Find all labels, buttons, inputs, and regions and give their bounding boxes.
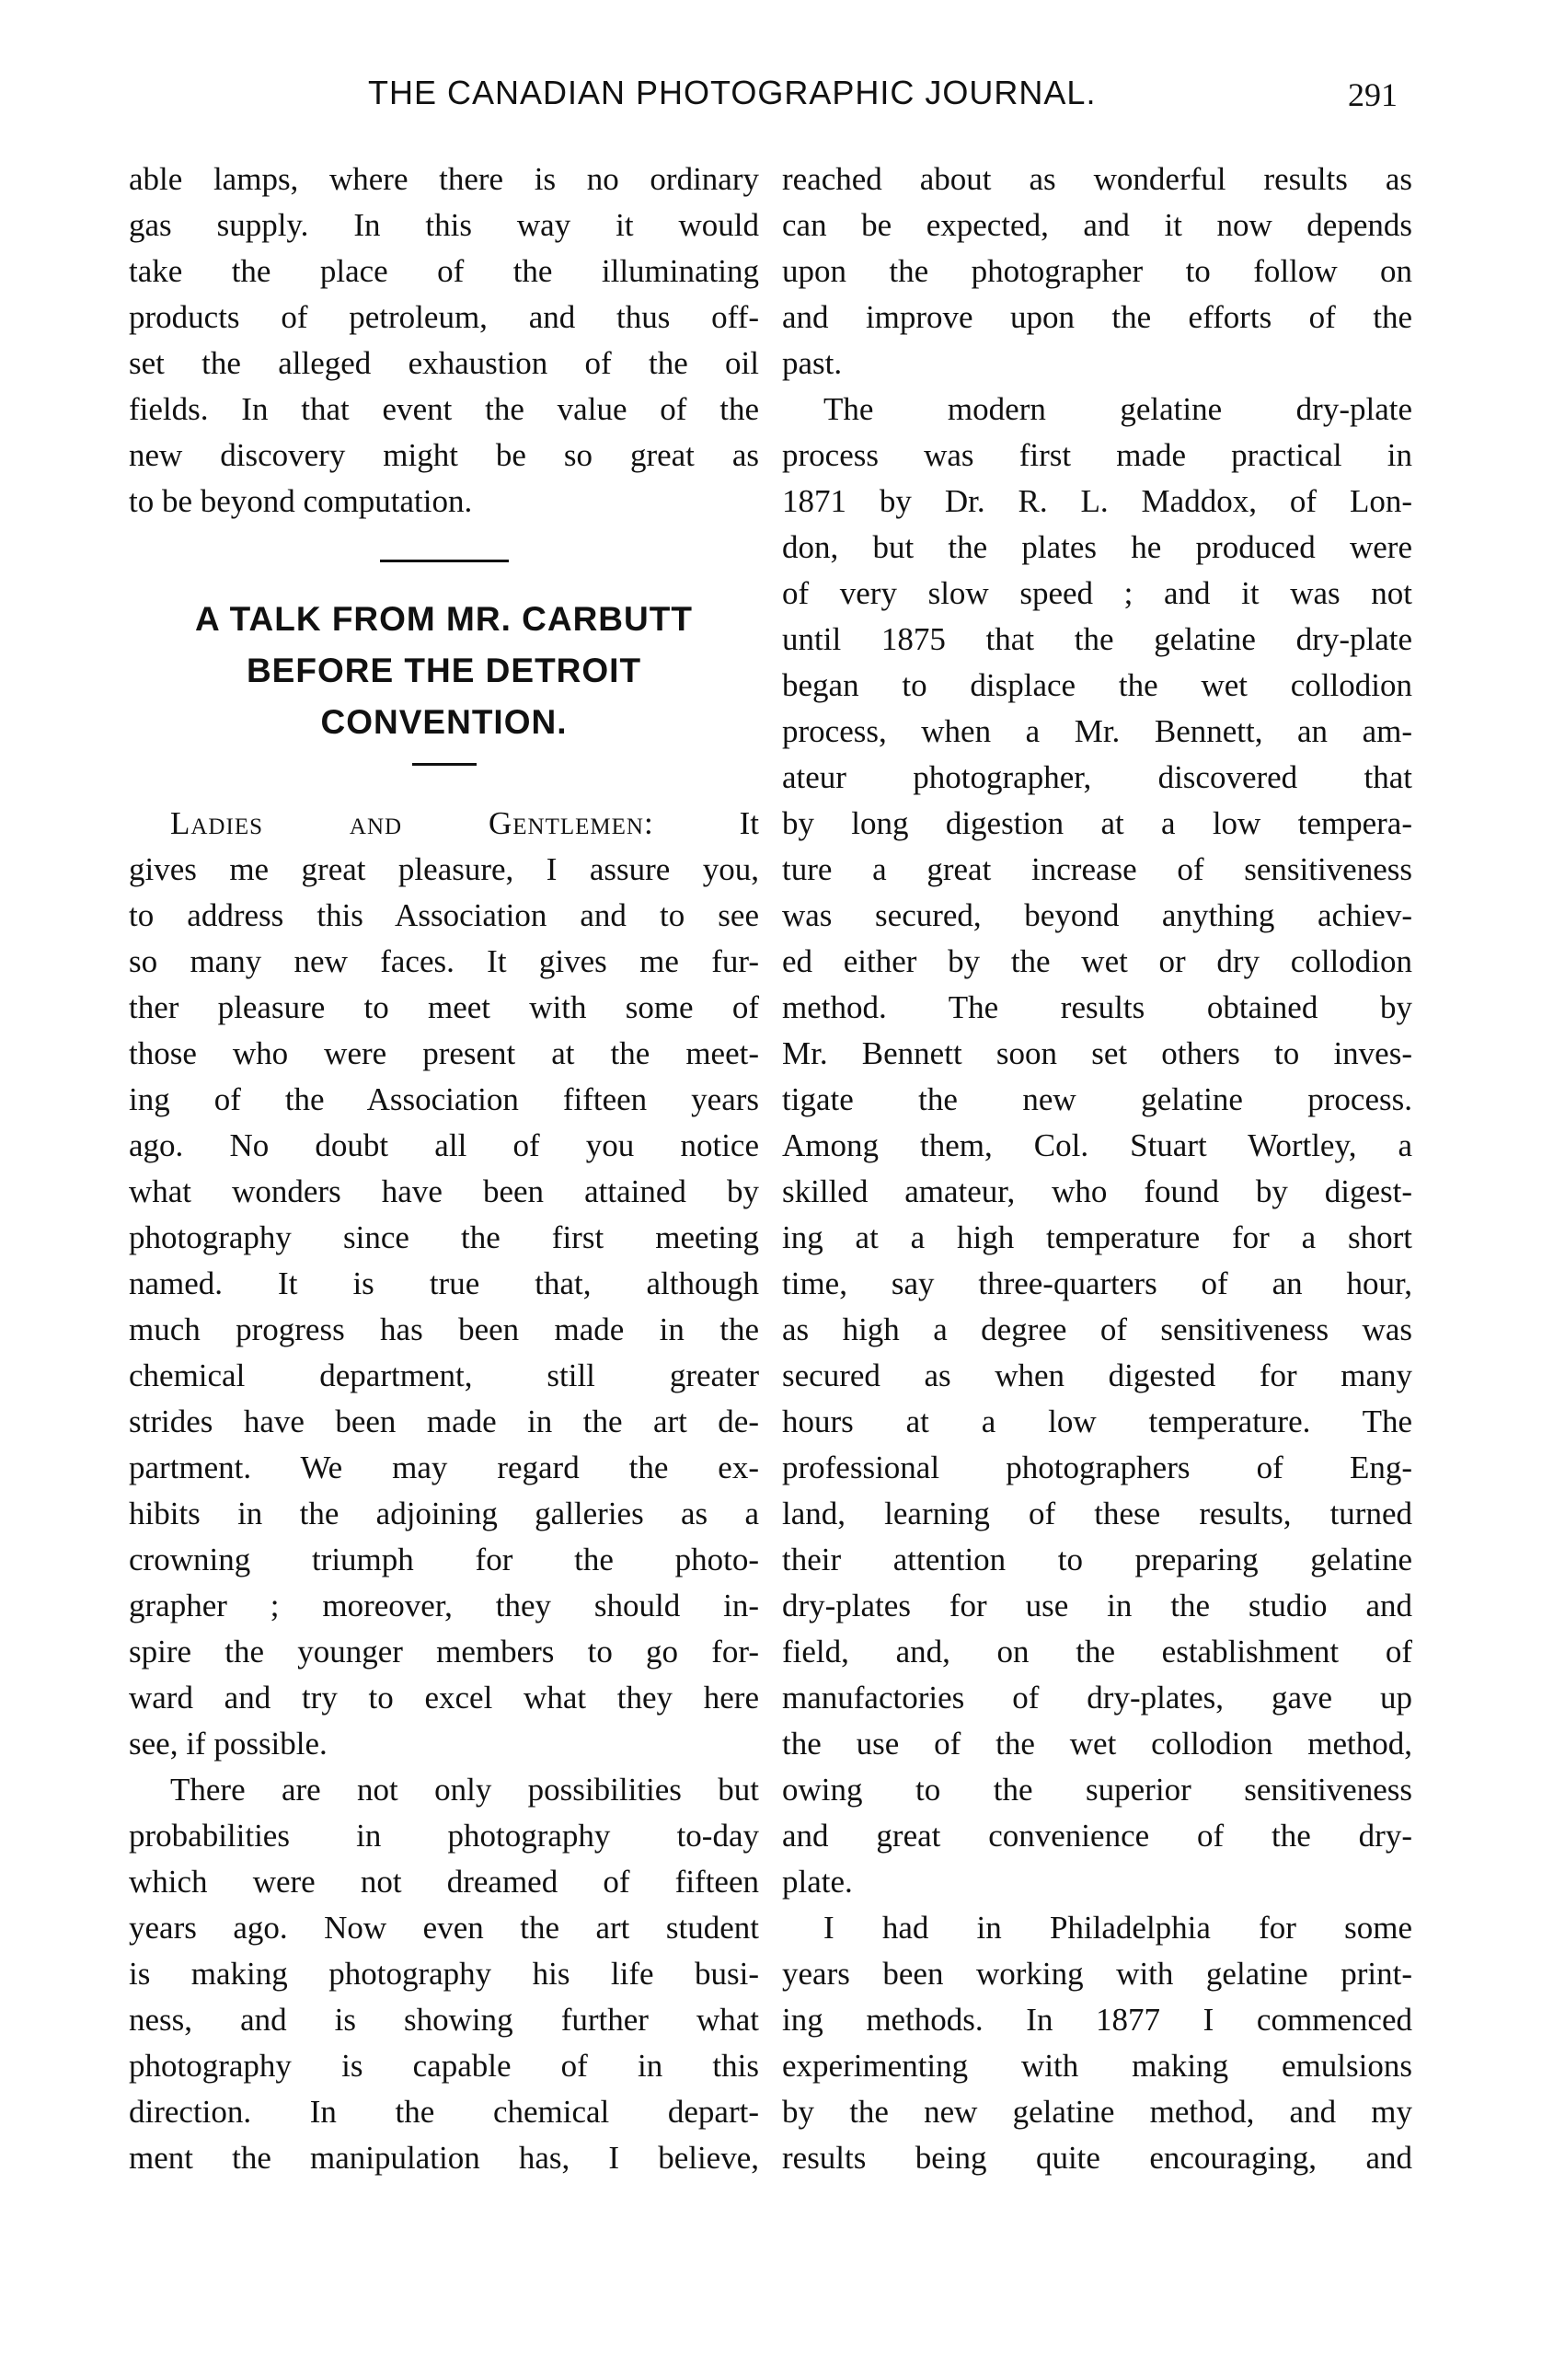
text-line: ther pleasure to meet with some of: [129, 989, 759, 1025]
text-line: much progress has been made in the: [129, 1311, 759, 1347]
continued-paragraph: [129, 156, 759, 525]
text-line: The modern gelatine dry-plate: [823, 391, 1412, 427]
text-line: ateur photographer, discovered that: [782, 759, 1412, 795]
text-line: new discovery might be so great as: [129, 437, 759, 473]
text-line: as high a degree of sensitiveness was: [782, 1311, 1412, 1347]
text-line: gas supply. In this way it would: [129, 207, 759, 243]
text-line: gives me great pleasure, I assure you,: [129, 851, 759, 887]
text-line: secured as when digested for many: [782, 1358, 1412, 1393]
text-line: partment. We may regard the ex-: [129, 1450, 759, 1485]
text-line: set the alleged exhaustion of the oil: [129, 345, 759, 381]
text-line: owing to the superior sensitiveness: [782, 1772, 1412, 1808]
text-line: spire the younger members to go for-: [129, 1634, 759, 1669]
text-line: ing of the Association fifteen years: [129, 1081, 759, 1117]
text-line: so many new faces. It gives me fur-: [129, 943, 759, 979]
right-column: [782, 156, 1412, 2181]
text-line: field, and, on the establishment of: [782, 1634, 1412, 1669]
journal-title: THE CANADIAN PHOTOGRAPHIC JOURNAL.: [368, 74, 1097, 111]
article-heading: [129, 594, 759, 748]
text-line: process, when a Mr. Bennett, an am-: [782, 713, 1412, 749]
text-line: professional photographers of Eng-: [782, 1450, 1412, 1485]
text-line: method. The results obtained by: [782, 989, 1412, 1025]
text-line: years ago. Now even the art student: [129, 1910, 759, 1946]
text-line: process was first made practical in: [782, 437, 1412, 473]
text-line: chemical department, still greater: [129, 1358, 759, 1393]
text-line: ing at a high temperature for a short: [782, 1219, 1412, 1255]
text-line: dry-plates for use in the studio and: [782, 1588, 1412, 1623]
text-line: ago. No doubt all of you notice: [129, 1127, 759, 1163]
paragraph: [782, 1905, 1412, 2181]
salutation-tail: It: [739, 805, 759, 841]
salutation: Ladies and Gentlemen:: [170, 805, 654, 841]
text-line: crowning triumph for the photo-: [129, 1542, 759, 1577]
text-line: land, learning of these results, turned: [782, 1496, 1412, 1531]
text-line: years been working with gelatine print-: [782, 1956, 1412, 1992]
heading-line: BEFORE THE DETROIT: [246, 652, 642, 689]
text-line: was secured, beyond anything achiev-: [782, 897, 1412, 933]
text-line: until 1875 that the gelatine dry-plate: [782, 621, 1412, 657]
paragraph: [782, 156, 1412, 387]
text-line: by long digestion at a low tempera-: [782, 805, 1412, 841]
text-line: able lamps, where there is no ordinary: [129, 161, 759, 197]
text-line: to be beyond computation.: [129, 483, 473, 519]
salutation-line: [129, 801, 759, 847]
text-line: which were not dreamed of fifteen: [129, 1864, 759, 1900]
text-line: what wonders have been attained by: [129, 1173, 759, 1209]
section-divider: [380, 560, 509, 562]
text-line: I had in Philadelphia for some: [823, 1910, 1412, 1946]
text-line: ing methods. In 1877 I commenced: [782, 2002, 1412, 2038]
text-line: manufactories of dry-plates, gave up: [782, 1680, 1412, 1716]
text-line: photography since the first meeting: [129, 1219, 759, 1255]
text-line: probabilities in photography to-day: [129, 1818, 759, 1854]
text-line: plate.: [782, 1864, 853, 1900]
text-line: results being quite encouraging, and: [782, 2140, 1412, 2176]
text-line: don, but the plates he produced were: [782, 529, 1412, 565]
text-line: fields. In that event the value of the: [129, 391, 759, 427]
text-line: by the new gelatine method, and my: [782, 2094, 1412, 2130]
text-line: is making photography his life busi-: [129, 1956, 759, 1992]
text-line: and improve upon the efforts of the: [782, 299, 1412, 335]
paragraph: [129, 1767, 759, 2181]
text-line: ment the manipulation has, I believe,: [129, 2140, 759, 2176]
paragraph: [782, 387, 1412, 1905]
text-line: experimenting with making emulsions: [782, 2048, 1412, 2084]
text-line: Mr. Bennett soon set others to inves-: [782, 1035, 1412, 1071]
text-line: time, say three-quarters of an hour,: [782, 1265, 1412, 1301]
heading-line: CONVENTION.: [320, 703, 568, 741]
text-line: ed either by the wet or dry collodion: [782, 943, 1412, 979]
text-line: direction. In the chemical depart-: [129, 2094, 759, 2130]
text-line: products of petroleum, and thus off-: [129, 299, 759, 335]
text-line: their attention to preparing gelatine: [782, 1542, 1412, 1577]
text-line: reached about as wonderful results as: [782, 161, 1412, 197]
text-line: the use of the wet collodion method,: [782, 1726, 1412, 1762]
text-line: those who were present at the meet-: [129, 1035, 759, 1071]
page-number: 291: [1348, 76, 1398, 113]
text-line: and great convenience of the dry-: [782, 1818, 1412, 1854]
heading-line: A TALK FROM MR. CARBUTT: [195, 600, 693, 638]
text-line: upon the photographer to follow on: [782, 253, 1412, 289]
text-line: can be expected, and it now depends: [782, 207, 1412, 243]
text-line: take the place of the illuminating: [129, 253, 759, 289]
text-line: 1871 by Dr. R. L. Maddox, of Lon-: [782, 483, 1412, 519]
text-line: skilled amateur, who found by digest-: [782, 1173, 1412, 1209]
text-line: to address this Association and to see: [129, 897, 759, 933]
left-column: [129, 156, 759, 2181]
text-line: grapher ; moreover, they should in-: [129, 1588, 759, 1623]
text-line: of very slow speed ; and it was not: [782, 575, 1412, 611]
text-line: began to displace the wet collodion: [782, 667, 1412, 703]
text-line: strides have been made in the art de-: [129, 1404, 759, 1439]
text-line: tigate the new gelatine process.: [782, 1081, 1412, 1117]
text-line: see, if possible.: [129, 1726, 328, 1762]
text-line: hibits in the adjoining galleries as a: [129, 1496, 759, 1531]
text-line: named. It is true that, although: [129, 1265, 759, 1301]
text-line: photography is capable of in this: [129, 2048, 759, 2084]
text-line: ward and try to excel what they here: [129, 1680, 759, 1716]
text-line: Among them, Col. Stuart Wortley, a: [782, 1127, 1412, 1163]
running-head: [0, 74, 1542, 120]
heading-divider: [412, 763, 477, 766]
paragraph-opening: [129, 801, 759, 1767]
text-line: past.: [782, 345, 843, 381]
text-line: There are not only possibilities but: [170, 1772, 759, 1808]
text-line: hours at a low temperature. The: [782, 1404, 1412, 1439]
text-line: ture a great increase of sensitiveness: [782, 851, 1412, 887]
text-line: ness, and is showing further what: [129, 2002, 759, 2038]
